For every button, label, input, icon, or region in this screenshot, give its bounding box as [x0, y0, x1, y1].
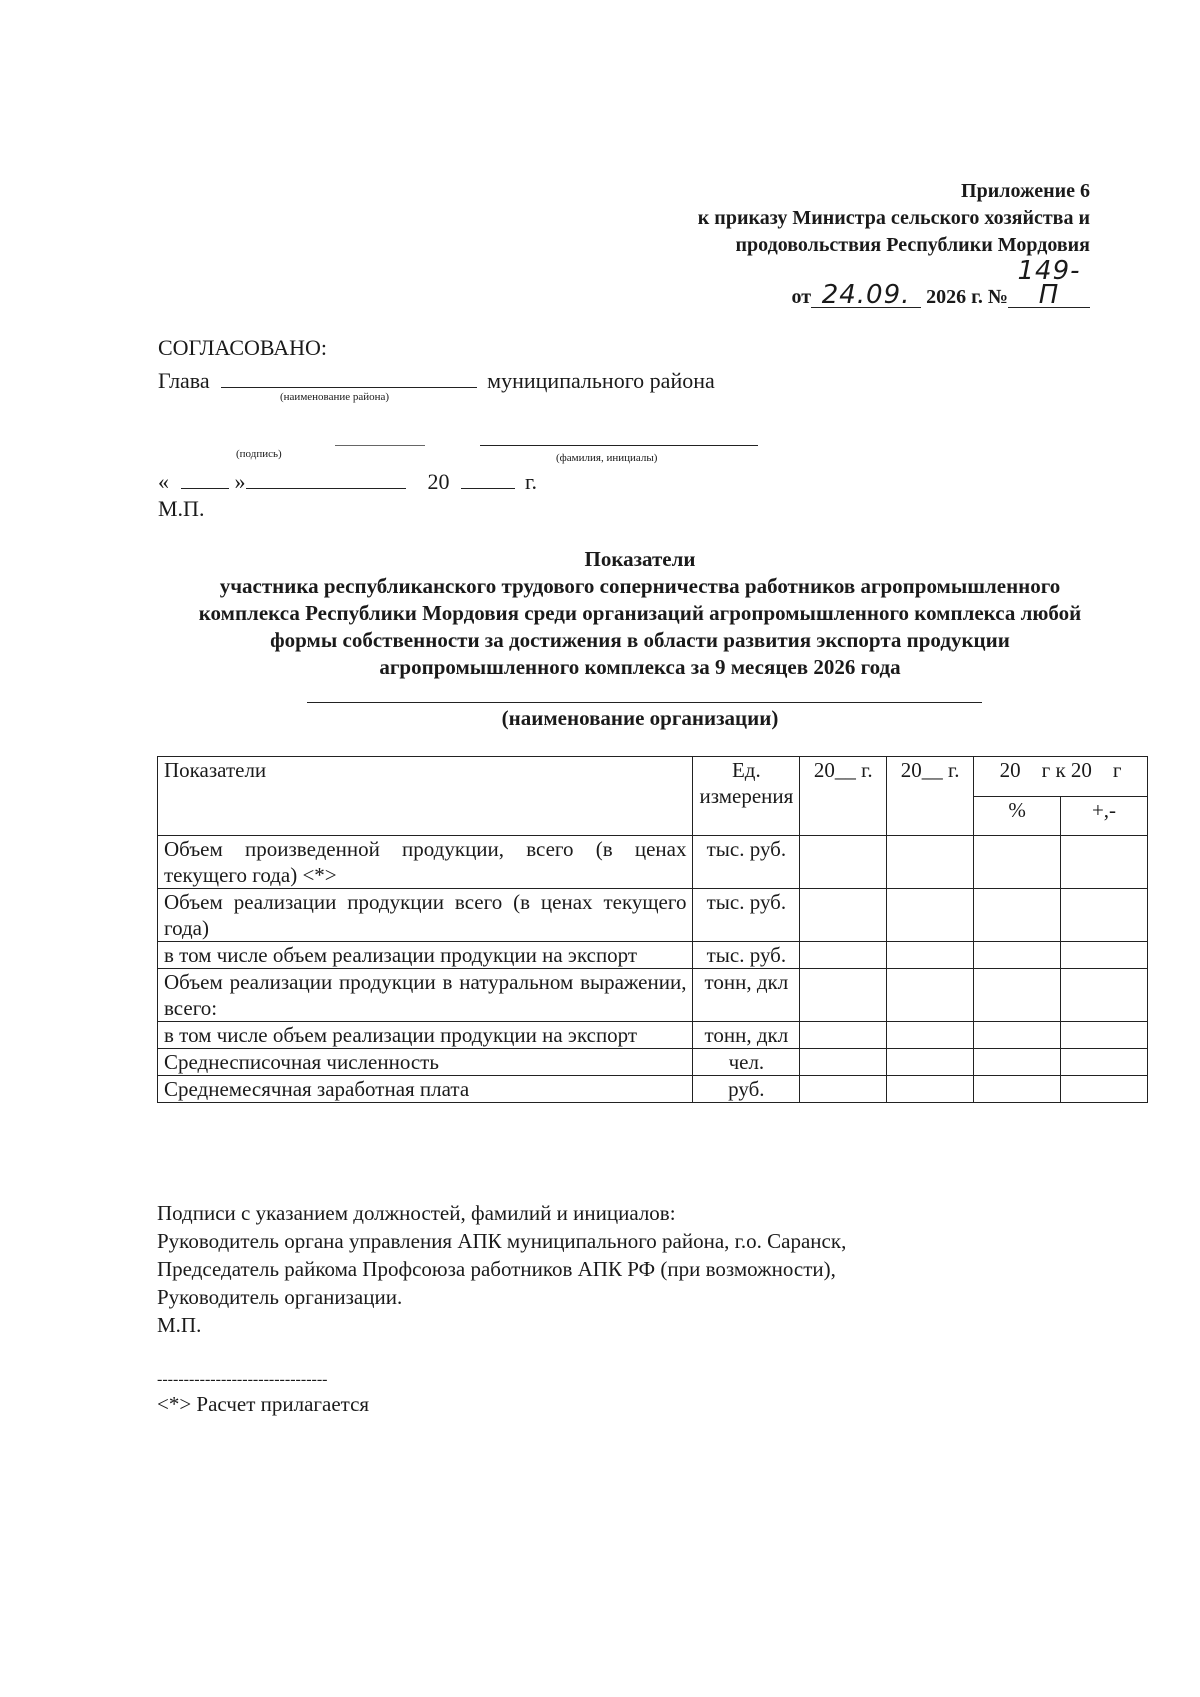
row-unit: тонн, дкл: [693, 1022, 800, 1049]
district-caption: (наименование района): [280, 391, 390, 403]
row-value-year2: [887, 969, 974, 1022]
row-value-percent: [974, 1049, 1061, 1076]
row-value-year1: [800, 969, 887, 1022]
table-row: [158, 969, 1148, 1022]
header-diff: +,-: [1061, 796, 1148, 836]
title-heading: Показатели: [584, 547, 696, 571]
date-year-suffix: г.: [525, 469, 538, 494]
date-open-quote: «: [158, 469, 169, 494]
row-value-year1: [800, 1076, 887, 1103]
row-indicator: в том числе объем реализации продукции на экспорт: [158, 942, 693, 969]
document-title: [160, 546, 1120, 681]
date-close-quote: »: [234, 469, 246, 494]
approval-date-line: [158, 466, 537, 497]
district-suffix: муниципального района: [487, 368, 715, 393]
row-value-year2: [887, 1049, 974, 1076]
header-year2: 20__ г.: [887, 757, 974, 836]
table-row: [158, 1022, 1148, 1049]
row-value-percent: [974, 1076, 1061, 1103]
row-unit: тыс. руб.: [693, 942, 800, 969]
approval-title: СОГЛАСОВАНО:: [158, 335, 327, 360]
year-blank: [461, 466, 515, 489]
name-caption: (фамилия, инициалы): [556, 452, 658, 464]
header-year1: 20__ г.: [800, 757, 887, 836]
organization-blank: [307, 702, 982, 703]
date-prefix: от: [791, 286, 812, 308]
table-row: [158, 1049, 1148, 1076]
row-value-diff: [1061, 889, 1148, 942]
footnote-text: <*> Расчет прилагается: [157, 1392, 370, 1416]
day-blank: [181, 466, 229, 489]
row-indicator: в том числе объем реализации продукции на экспорт: [158, 1022, 693, 1049]
appendix-number: Приложение 6: [961, 180, 1090, 202]
row-value-diff: [1061, 836, 1148, 889]
signatures-block: [157, 1199, 846, 1339]
header-indicator: Показатели: [158, 757, 693, 836]
organization-caption: (наименование организации): [501, 706, 779, 730]
title-body: участника республиканского трудового соперничества работников агропромышленного комплекса Республики Мордовия среди организаций агропромышленного комплекса любой формы собственности за достижения в области развития экспорта продукции агропромышленного комплекса за 9 месяцев 2026 года: [198, 574, 1082, 679]
signatures-stamp: М.П.: [157, 1313, 202, 1337]
row-value-diff: [1061, 1022, 1148, 1049]
handwritten-date: 24.09.: [811, 283, 921, 308]
row-value-diff: [1061, 1076, 1148, 1103]
row-value-year2: [887, 836, 974, 889]
handwritten-order-number: 149-П: [1008, 259, 1090, 308]
indicators-table: [157, 756, 1148, 1103]
order-year: 2026 г. №: [926, 286, 1008, 308]
row-unit: тонн, дкл: [693, 969, 800, 1022]
order-reference: к приказу Министра сельского хозяйства и: [697, 207, 1090, 229]
signatory-union-chair: Председатель райкома Профсоюза работников АПК РФ (при возможности),: [157, 1257, 836, 1281]
table-row: [158, 1076, 1148, 1103]
row-indicator: Объем реализации продукции всего (в ценах текущего года): [158, 889, 693, 942]
table-row: [158, 836, 1148, 889]
approval-stamp: М.П.: [158, 496, 205, 521]
table-row: [158, 889, 1148, 942]
ministry-name: продовольствия Республики Мордовия: [735, 234, 1090, 256]
row-value-year1: [800, 942, 887, 969]
row-value-year2: [887, 942, 974, 969]
header-percent: %: [974, 796, 1061, 836]
signature-caption: (подпись): [236, 448, 282, 460]
row-value-diff: [1061, 942, 1148, 969]
signature-blank: [335, 445, 425, 446]
table-row: [158, 942, 1148, 969]
row-unit: тыс. руб.: [693, 836, 800, 889]
row-value-year1: [800, 836, 887, 889]
row-value-diff: [1061, 1049, 1148, 1076]
footnote-separator: --------------------------------: [157, 1371, 328, 1388]
row-value-year2: [887, 1076, 974, 1103]
row-value-year1: [800, 1022, 887, 1049]
table-header-row: [158, 757, 1148, 797]
row-value-year2: [887, 889, 974, 942]
row-indicator: Среднемесячная заработная плата: [158, 1076, 693, 1103]
name-blank: [480, 445, 758, 446]
row-value-year1: [800, 1049, 887, 1076]
district-blank: [221, 365, 477, 388]
signatory-org-head: Руководитель организации.: [157, 1285, 403, 1309]
row-value-percent: [974, 942, 1061, 969]
header-unit: Ед. измерения: [693, 757, 800, 836]
approval-block: [158, 333, 715, 404]
row-value-percent: [974, 969, 1061, 1022]
row-indicator: Объем реализации продукции в натуральном выражении, всего:: [158, 969, 693, 1022]
order-date-line: [530, 256, 1090, 311]
row-unit: руб.: [693, 1076, 800, 1103]
row-value-percent: [974, 836, 1061, 889]
month-blank: [246, 466, 406, 489]
row-unit: тыс. руб.: [693, 889, 800, 942]
appendix-header: [530, 178, 1090, 311]
header-comparison: 20 г к 20 г: [974, 757, 1148, 797]
row-value-year1: [800, 889, 887, 942]
signatures-intro: Подписи с указанием должностей, фамилий и инициалов:: [157, 1201, 676, 1225]
row-unit: чел.: [693, 1049, 800, 1076]
row-value-year2: [887, 1022, 974, 1049]
row-indicator: Среднесписочная численность: [158, 1049, 693, 1076]
head-label: Глава: [158, 368, 210, 393]
row-value-diff: [1061, 969, 1148, 1022]
signatory-apk-head: Руководитель органа управления АПК муниципального района, г.о. Саранск,: [157, 1229, 847, 1253]
date-year-prefix: 20: [427, 469, 450, 494]
head-line: [158, 365, 715, 396]
row-indicator: Объем произведенной продукции, всего (в ценах текущего года) <*>: [158, 836, 693, 889]
row-value-percent: [974, 889, 1061, 942]
row-value-percent: [974, 1022, 1061, 1049]
